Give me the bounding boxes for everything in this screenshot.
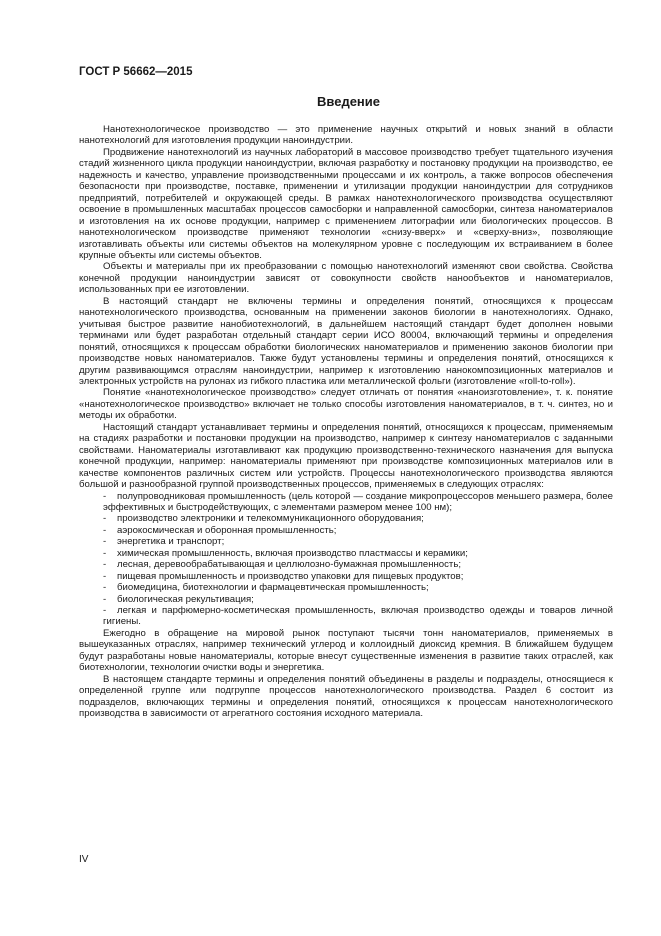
paragraph: В настоящий стандарт не включены термины и определения понятий, относящихся к процессам нанотехнологического производства, основанным на применении законов биологии в нанотехнологиях. Однако, учитывая быстрое развитие нанобиотехнологий, в дальнейшем настоящий стандарт будет дополнен новыми терминами или будет разработан отдельный стандарт серии ИСО 80004, включающий термины и определения понятий, относящихся к процессам обработки биологических наноматериалов и применению законов биологии при производстве новых наноматериалов. Также будут установлены термины и определения понятий, относящихся к другим развивающимся отраслям наноиндустрии, например к изготовлению нанокомпозиционных материалов и электронных устройств на рулонах из гибкого пластика или металлической фольги (изготовление «roll-to-roll»).	[79, 295, 613, 387]
list-item	[79, 548, 613, 559]
list-item	[79, 536, 613, 547]
list-item-text: биологическая рекультивация;	[117, 593, 254, 605]
paragraph: В настоящем стандарте термины и определения понятий объединены в разделы и подразделы, относящиеся к определенной группе или подгруппе процессов нанотехнологического производства. Раздел 6 состоит из подразделов, включающих термины и определения понятий, относящихся к процессам нанотехнологического производства в зависимости от агрегатного состояния исходного материала.	[79, 673, 613, 720]
list-dash: -	[103, 582, 107, 594]
list-item-text: легкая и парфюмерно-косметическая промышленность, включая производство одежды и товаров личной гигиены.	[103, 605, 613, 628]
list-item-text: производство электроники и телекоммуникационного оборудования;	[117, 513, 424, 525]
list-dash: -	[103, 536, 107, 548]
paragraph: Нанотехнологическое производство — это применение научных открытий и новых знаний в области нанотехнологий для изготовления продукции наноиндустрии.	[79, 124, 613, 147]
list-item	[79, 559, 613, 570]
list-item-text: биомедицина, биотехнологии и фармацевтическая промышленность;	[117, 582, 429, 594]
list-dash: -	[103, 570, 107, 582]
page-number: IV	[79, 854, 89, 865]
paragraph: Объекты и материалы при их преобразовании с помощью нанотехнологий изменяют свои свойства. Свойства конечной продукции наноиндустрии зависят от совокупности свойств нанообъектов и наноматериалов, использованных при ее изготовлении.	[79, 261, 613, 296]
paragraph: Понятие «нанотехнологическое производство» следует отличать от понятия «наноизготовление», т. к. понятие «нанотехнологическое производство» включает не только способы изготовления наноматериалов, в т. ч. синтез, но и методы их обработки.	[79, 387, 613, 422]
list-dash: -	[103, 513, 107, 525]
list-item-text: энергетика и транспорт;	[117, 536, 225, 548]
paragraph: Ежегодно в обращение на мировой рынок поступают тысячи тонн наноматериалов, применяемых в вышеуказанных отраслях, например технический углерод и коллоидный диоксид кремния. В ближайшем будущем будут разработаны новые наноматериалы, которые внесут существенные изменения в развитие таких отраслей, как биотехнологии, технологии очистки воды и энергетика.	[79, 627, 613, 674]
paragraph: Продвижение нанотехнологий из научных лабораторий в массовое производство требует тщательного изучения стадий жизненного цикла продукции наноиндустрии, включая разработку и постановку продукции на производство, ее надежность и качество, управление производственными процессами и их контроль, а также вопросов обеспечения безопасности при производстве, поставке, применении и утилизации продукции наноиндустрии для сотрудников предприятий, потребителей и окружающей среды. В рамках нанотехнологического производства осуществляют освоение в промышленных масштабах процессов самосборки и направленной самосборки, синтеза наноматериалов и изготовления на их основе продукции, например с применением литографии или биологических процессов. В нанотехнологическом производстве применяют технологии «снизу-вверх» и «сверху-вниз», позволяющие изготавливать объекты или системы объектов на молекулярном уровне с последующим их встраиванием в более крупные объекты или системы объектов.	[79, 146, 613, 261]
section-title: Введение	[317, 94, 380, 109]
list-item-text: химическая промышленность, включая производство пластмассы и керамики;	[117, 547, 468, 559]
list-item	[79, 594, 613, 605]
list-item-text: пищевая промышленность и производство упаковки для пищевых продуктов;	[117, 570, 464, 582]
list-item	[79, 525, 613, 536]
document-body	[79, 124, 613, 720]
list-dash: -	[103, 524, 107, 536]
list-item-text: полупроводниковая промышленность (цель которой — создание микропроцессоров меньшего размера, более эффективных и быстродействующих, с элементами размером менее 100 нм);	[103, 490, 613, 513]
list-item-text: аэрокосмическая и оборонная промышленность;	[117, 524, 337, 536]
document-id: ГОСТ Р 56662—2015	[79, 66, 193, 78]
list-item	[79, 491, 613, 514]
list-dash: -	[103, 547, 107, 559]
list-item-text: лесная, деревообрабатывающая и целлюлозно-бумажная промышленность;	[117, 559, 461, 571]
list-item	[79, 513, 613, 524]
list-dash: -	[103, 605, 107, 617]
list-item	[79, 605, 613, 628]
list-dash: -	[103, 559, 107, 571]
list-dash: -	[103, 593, 107, 605]
list-item	[79, 582, 613, 593]
paragraph: Настоящий стандарт устанавливает термины и определения понятий, относящихся к процессам, применяемым на стадиях разработки и постановки продукции на производство, например к синтезу наноматериалов с заданными свойствами. Наноматериалы изготавливают как продукцию производственно-технического назначения для выпуска конечной продукции, например: наноматериалы применяют при производстве композиционных материалов или в качестве компонентов различных систем или устройств. Процессы нанотехнологического производства являются большой и разнообразной группой производственных процессов, применяемых в следующих отраслях:	[79, 421, 613, 491]
list-dash: -	[103, 490, 107, 502]
list-item	[79, 571, 613, 582]
